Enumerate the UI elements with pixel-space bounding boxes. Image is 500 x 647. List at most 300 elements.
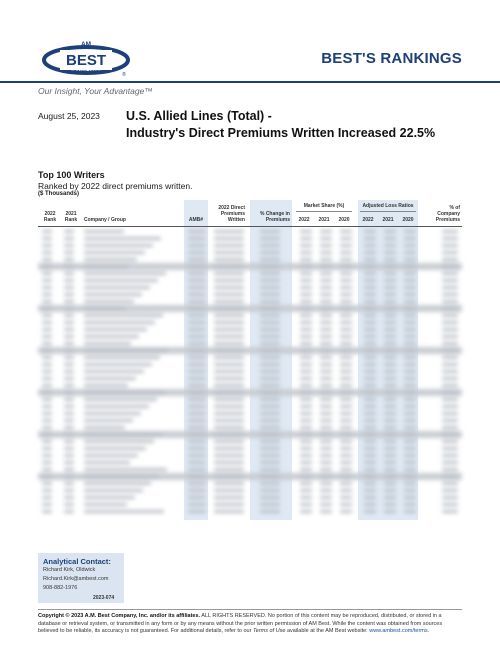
tagline: Our Insight, Your Advantage™ xyxy=(38,86,153,96)
table-row xyxy=(38,263,462,270)
table-cell xyxy=(442,328,458,331)
table-cell xyxy=(442,510,458,513)
table-row xyxy=(38,333,462,340)
footer-disclaimer xyxy=(38,613,462,636)
table-cell xyxy=(384,286,396,289)
table-cell xyxy=(214,433,244,436)
table-cell xyxy=(364,405,376,408)
table-cell xyxy=(42,328,52,331)
table-cell xyxy=(188,475,206,478)
table-cell xyxy=(42,384,52,387)
table-cell xyxy=(364,489,376,492)
table-cell xyxy=(340,440,352,443)
table-cell xyxy=(300,405,312,408)
table-cell xyxy=(442,300,458,303)
table-cell xyxy=(188,342,206,345)
table-cell xyxy=(64,279,74,282)
table-row xyxy=(38,242,462,249)
header-dpw-line2: Premiums xyxy=(220,211,245,217)
table-cell xyxy=(214,272,244,275)
table-row xyxy=(38,459,462,466)
table-cell xyxy=(214,370,244,373)
table-cell xyxy=(260,265,280,268)
header-amb: AMB# xyxy=(188,217,204,223)
table-cell xyxy=(260,384,280,387)
table-cell xyxy=(64,377,74,380)
table-cell xyxy=(300,426,312,429)
table-cell xyxy=(214,377,244,380)
table-cell xyxy=(188,363,206,366)
table-cell xyxy=(364,321,376,324)
report-title-line2: Industry's Direct Premiums Written Increased 22.5% xyxy=(126,126,436,140)
table-cell xyxy=(42,454,52,457)
table-row xyxy=(38,494,462,501)
table-cell xyxy=(442,342,458,345)
table-cell xyxy=(364,265,376,268)
table-cell xyxy=(404,258,416,261)
table-cell xyxy=(442,272,458,275)
table-cell xyxy=(340,468,352,471)
table-cell xyxy=(320,272,332,275)
table-cell xyxy=(364,391,376,394)
table-cell xyxy=(84,279,158,282)
table-row xyxy=(38,326,462,333)
table-cell xyxy=(260,510,280,513)
table-cell xyxy=(442,370,458,373)
table-cell xyxy=(84,475,159,478)
table-cell xyxy=(300,258,312,261)
table-cell xyxy=(442,433,458,436)
table-cell xyxy=(260,286,280,289)
table-cell xyxy=(404,405,416,408)
table-cell xyxy=(340,237,352,240)
table-cell xyxy=(64,447,74,450)
logo-registered-mark: ® xyxy=(122,72,126,78)
table-row xyxy=(38,375,462,382)
table-cell xyxy=(64,335,74,338)
table-cell xyxy=(404,321,416,324)
table-cell xyxy=(188,461,206,464)
table-cell xyxy=(384,419,396,422)
table-cell xyxy=(300,475,312,478)
table-cell xyxy=(340,496,352,499)
table-cell xyxy=(300,265,312,268)
table-cell xyxy=(64,433,74,436)
table-cell xyxy=(214,251,244,254)
table-cell xyxy=(64,461,74,464)
table-cell xyxy=(320,489,332,492)
table-cell xyxy=(384,510,396,513)
footer-url-link[interactable]: www.ambest.com/terms xyxy=(369,628,428,634)
table-cell xyxy=(300,321,312,324)
table-body-blurred xyxy=(38,228,462,518)
table-cell xyxy=(384,377,396,380)
table-cell xyxy=(214,412,244,415)
table-cell xyxy=(84,265,129,268)
table-cell xyxy=(340,454,352,457)
table-cell xyxy=(320,433,332,436)
table-cell xyxy=(384,412,396,415)
table-cell xyxy=(214,468,244,471)
table-cell xyxy=(260,293,280,296)
table-row xyxy=(38,312,462,319)
table-cell xyxy=(300,454,312,457)
table-cell xyxy=(384,265,396,268)
table-cell xyxy=(320,377,332,380)
table-cell xyxy=(340,321,352,324)
table-cell xyxy=(364,335,376,338)
table-cell xyxy=(404,314,416,317)
table-cell xyxy=(84,251,145,254)
table-cell xyxy=(404,356,416,359)
table-cell xyxy=(442,398,458,401)
table-cell xyxy=(442,307,458,310)
table-cell xyxy=(404,272,416,275)
table-cell xyxy=(214,447,244,450)
table-cell xyxy=(442,251,458,254)
table-cell xyxy=(42,405,52,408)
table-cell xyxy=(404,335,416,338)
table-cell xyxy=(260,251,280,254)
table-cell xyxy=(364,230,376,233)
header-divider xyxy=(0,81,500,83)
table-row xyxy=(38,228,462,235)
table-cell xyxy=(384,447,396,450)
table-row xyxy=(38,473,462,480)
table-cell xyxy=(300,300,312,303)
table-cell xyxy=(84,237,161,240)
table-cell xyxy=(300,370,312,373)
table-cell xyxy=(320,335,332,338)
table-cell xyxy=(364,328,376,331)
table-row xyxy=(38,417,462,424)
table-cell xyxy=(42,426,52,429)
table-cell xyxy=(340,461,352,464)
logo-since-text: SINCE 1899 xyxy=(73,69,99,74)
table-row xyxy=(38,347,462,354)
table-cell xyxy=(42,335,52,338)
table-cell xyxy=(340,370,352,373)
table-cell xyxy=(364,503,376,506)
table-cell xyxy=(364,482,376,485)
table-cell xyxy=(300,419,312,422)
table-cell xyxy=(300,447,312,450)
header-change-line2: Premiums xyxy=(265,217,290,223)
table-cell xyxy=(340,433,352,436)
table-cell xyxy=(364,300,376,303)
table-cell xyxy=(188,412,206,415)
header-lr-2021: 2021 xyxy=(382,217,394,223)
table-cell xyxy=(188,328,206,331)
table-cell xyxy=(442,447,458,450)
table-cell xyxy=(340,342,352,345)
contact-phone: 908-882-1976 xyxy=(43,585,78,591)
table-cell xyxy=(364,251,376,254)
table-cell xyxy=(300,440,312,443)
table-row xyxy=(38,354,462,361)
table-cell xyxy=(320,426,332,429)
table-row xyxy=(38,382,462,389)
table-cell xyxy=(42,230,52,233)
table-cell xyxy=(214,405,244,408)
logo-am-text: AM xyxy=(80,41,92,48)
table-cell xyxy=(442,321,458,324)
header-pct-change xyxy=(250,211,290,223)
table-cell xyxy=(300,349,312,352)
table-cell xyxy=(214,398,244,401)
table-cell xyxy=(188,426,206,429)
table-cell xyxy=(442,426,458,429)
table-cell xyxy=(214,300,244,303)
table-row xyxy=(38,256,462,263)
header-pct-line2: Company xyxy=(437,211,460,217)
table-cell xyxy=(188,293,206,296)
table-cell xyxy=(442,482,458,485)
table-cell xyxy=(340,363,352,366)
table-cell xyxy=(42,258,52,261)
table-cell xyxy=(84,398,157,401)
header-rank-2021-year: 2021 xyxy=(65,211,77,217)
table-cell xyxy=(404,433,416,436)
table-cell xyxy=(340,419,352,422)
header-rank-2021 xyxy=(61,211,81,223)
table-cell xyxy=(320,356,332,359)
table-cell xyxy=(260,342,280,345)
table-cell xyxy=(384,307,396,310)
table-cell xyxy=(260,433,280,436)
table-cell xyxy=(364,363,376,366)
table-cell xyxy=(442,391,458,394)
table-cell xyxy=(214,510,244,513)
table-cell xyxy=(340,405,352,408)
table-cell xyxy=(84,286,150,289)
table-cell xyxy=(404,391,416,394)
table-cell xyxy=(260,349,280,352)
table-cell xyxy=(340,384,352,387)
table-cell xyxy=(320,258,332,261)
table-cell xyxy=(320,349,332,352)
table-cell xyxy=(84,349,168,352)
table-cell xyxy=(84,370,144,373)
logo-best-text: BEST xyxy=(65,52,107,69)
table-row xyxy=(38,305,462,312)
table-cell xyxy=(384,237,396,240)
table-cell xyxy=(404,244,416,247)
table-cell xyxy=(188,433,206,436)
table-cell xyxy=(364,272,376,275)
table-cell xyxy=(442,461,458,464)
table-cell xyxy=(320,419,332,422)
table-cell xyxy=(442,335,458,338)
table-cell xyxy=(64,489,74,492)
table-cell xyxy=(442,496,458,499)
header-ms-2021: 2021 xyxy=(318,217,330,223)
table-cell xyxy=(442,503,458,506)
table-cell xyxy=(64,496,74,499)
table-cell xyxy=(384,300,396,303)
table-cell xyxy=(442,356,458,359)
table-cell xyxy=(340,335,352,338)
footer-divider xyxy=(38,609,462,610)
footer-terms-link[interactable]: Terms of Use xyxy=(252,628,286,634)
header-rank-2022-label: Rank xyxy=(43,217,57,223)
table-cell xyxy=(340,314,352,317)
table-cell xyxy=(404,426,416,429)
table-cell xyxy=(364,370,376,373)
table-cell xyxy=(42,272,52,275)
table-row xyxy=(38,438,462,445)
table-cell xyxy=(442,384,458,387)
table-cell xyxy=(404,307,416,310)
table-cell xyxy=(364,349,376,352)
table-row xyxy=(38,508,462,515)
table-cell xyxy=(188,314,206,317)
table-cell xyxy=(300,468,312,471)
table-cell xyxy=(364,314,376,317)
table-cell xyxy=(188,307,206,310)
table-row xyxy=(38,480,462,487)
table-cell xyxy=(188,356,206,359)
table-cell xyxy=(214,363,244,366)
table-cell xyxy=(340,510,352,513)
table-cell xyxy=(84,377,136,380)
table-cell xyxy=(64,440,74,443)
table-row xyxy=(38,424,462,431)
table-cell xyxy=(188,447,206,450)
table-cell xyxy=(320,363,332,366)
table-cell xyxy=(442,314,458,317)
table-cell xyxy=(64,328,74,331)
table-cell xyxy=(42,489,52,492)
report-code: 2023-074 xyxy=(93,595,115,601)
table-cell xyxy=(214,328,244,331)
table-cell xyxy=(320,461,332,464)
table-row xyxy=(38,431,462,438)
table-cell xyxy=(188,482,206,485)
table-cell xyxy=(188,391,206,394)
table-cell xyxy=(42,475,52,478)
table-cell xyxy=(42,279,52,282)
table-cell xyxy=(260,391,280,394)
table-cell xyxy=(320,293,332,296)
table-cell xyxy=(214,314,244,317)
table-cell xyxy=(442,405,458,408)
table-cell xyxy=(188,251,206,254)
table-cell xyxy=(300,279,312,282)
table-row xyxy=(38,270,462,277)
table-cell xyxy=(64,258,74,261)
contact-heading: Analytical Contact: xyxy=(43,557,111,566)
table-cell xyxy=(340,349,352,352)
table-cell xyxy=(364,468,376,471)
table-cell xyxy=(84,405,149,408)
table-cell xyxy=(64,349,74,352)
table-cell xyxy=(384,363,396,366)
table-cell xyxy=(404,328,416,331)
header-dpw-line3: Written xyxy=(227,217,245,223)
table-cell xyxy=(260,377,280,380)
table-cell xyxy=(84,433,162,436)
table-cell xyxy=(404,440,416,443)
report-title xyxy=(126,108,435,142)
table-cell xyxy=(442,258,458,261)
market-share-group-rule xyxy=(296,211,352,212)
table-cell xyxy=(384,503,396,506)
table-cell xyxy=(384,391,396,394)
table-cell xyxy=(64,230,74,233)
contact-email[interactable]: Richard.Kirk@ambest.com xyxy=(43,576,109,582)
table-cell xyxy=(260,258,280,261)
table-cell xyxy=(404,461,416,464)
table-cell xyxy=(320,440,332,443)
table-row xyxy=(38,445,462,452)
table-cell xyxy=(84,426,125,429)
table-cell xyxy=(442,468,458,471)
table-cell xyxy=(384,314,396,317)
table-cell xyxy=(340,230,352,233)
table-cell xyxy=(214,496,244,499)
table-cell xyxy=(64,244,74,247)
table-cell xyxy=(384,461,396,464)
table-cell xyxy=(214,244,244,247)
table-cell xyxy=(384,496,396,499)
table-cell xyxy=(364,258,376,261)
table-cell xyxy=(214,356,244,359)
table-cell xyxy=(364,293,376,296)
table-cell xyxy=(300,433,312,436)
table-cell xyxy=(42,510,52,513)
report-date: August 25, 2023 xyxy=(38,111,100,121)
table-cell xyxy=(404,496,416,499)
table-cell xyxy=(442,293,458,296)
table-cell xyxy=(42,433,52,436)
table-cell xyxy=(188,244,206,247)
table-cell xyxy=(300,356,312,359)
table-cell xyxy=(84,230,124,233)
table-cell xyxy=(364,244,376,247)
table-row xyxy=(38,501,462,508)
table-cell xyxy=(384,482,396,485)
table-cell xyxy=(188,370,206,373)
table-cell xyxy=(320,307,332,310)
report-title-line1: U.S. Allied Lines (Total) - xyxy=(126,109,272,123)
table-cell xyxy=(364,433,376,436)
table-row xyxy=(38,249,462,256)
table-cell xyxy=(84,314,163,317)
table-cell xyxy=(84,335,139,338)
table-cell xyxy=(84,482,151,485)
table-cell xyxy=(84,412,141,415)
table-cell xyxy=(442,475,458,478)
table-cell xyxy=(442,412,458,415)
table-cell xyxy=(300,377,312,380)
table-cell xyxy=(260,300,280,303)
table-cell xyxy=(64,468,74,471)
table-cell xyxy=(64,510,74,513)
table-cell xyxy=(320,342,332,345)
table-cell xyxy=(442,363,458,366)
table-cell xyxy=(42,321,52,324)
table-cell xyxy=(340,447,352,450)
table-cell xyxy=(300,342,312,345)
table-cell xyxy=(340,244,352,247)
table-cell xyxy=(364,342,376,345)
table-cell xyxy=(42,503,52,506)
table-cell xyxy=(84,356,160,359)
table-cell xyxy=(188,349,206,352)
table-cell xyxy=(260,461,280,464)
table-cell xyxy=(442,244,458,247)
